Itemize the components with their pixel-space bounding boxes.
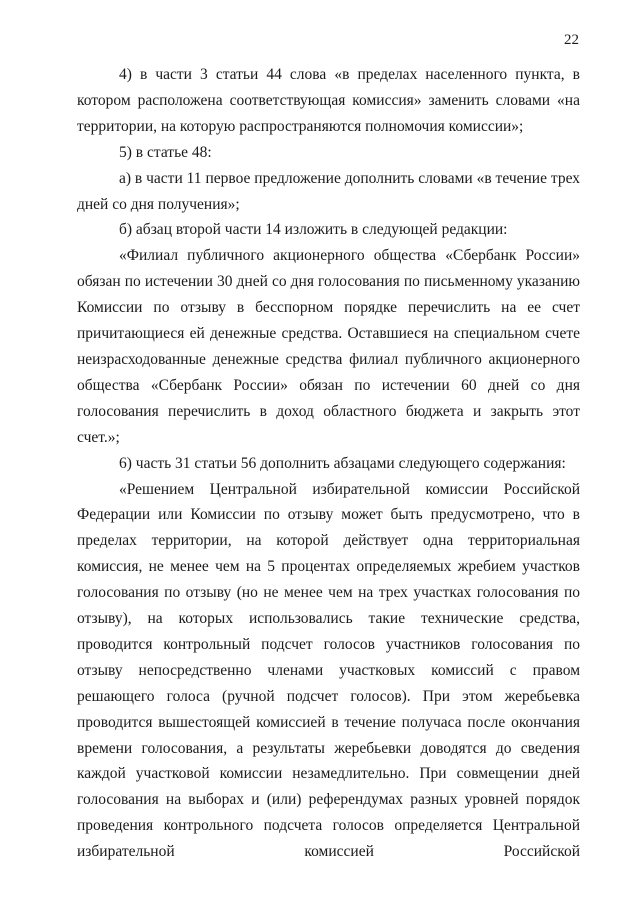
paragraph-item-4: 4) в части 3 статьи 44 слова «в пределах населенного пункта, в котором расположена соответствующая комиссия» заменить словами «на территории, на которую распространяются полномочия комиссии»;	[77, 66, 580, 135]
page-number: 22	[564, 32, 579, 48]
paragraph-item-5: 5) в статье 48:	[119, 143, 212, 161]
paragraph-quote-sberbank: «Филиал публичного акционерного общества «Сбербанк России» обязан по истечении 30 дней со дня голосования по письменному указанию Комиссии по отзыву в бесспорном порядке перечислить на ее счет причитающиеся ей денежные средства. Оставшиеся на специальном счете неизрасходованные денежные средства филиал публичного акционерного общества «Сбербанк России» обязан по истечении 60 дней со дня голосования перечислить в доход областного бюджета и закрыть этот счет.»;	[77, 247, 580, 446]
paragraph-subitem-b: б) абзац второй части 14 изложить в следующей редакции:	[119, 221, 508, 239]
paragraph-subitem-a: а) в части 11 первое предложение дополнить словами «в течение трех дней со дня получения»;	[77, 169, 580, 213]
document-body	[77, 62, 580, 865]
paragraph-item-6: 6) часть 31 статьи 56 дополнить абзацами следующего содержания:	[119, 454, 566, 472]
paragraph-quote-commission: «Решением Центральной избирательной комиссии Российской Федерации или Комиссии по отзыву может быть предусмотрено, что в пределах территории, на которой действует одна территориальная комиссия, не менее чем на 5 процентах определяемых жребием участков голосования по отзыву (но не менее чем на трех участках голосования по отзыву), на которых использовались такие технические средства, проводится контрольный подсчет голосов участников голосования по отзыву непосредственно членами участковых комиссий с правом решающего голоса (ручной подсчет голосов). При этом жеребьевка проводится вышестоящей комиссией в течение получаса после окончания времени голосования, а результаты жеребьевки доводятся до сведения каждой участковой комиссии незамедлительно. При совмещении дней голосования на выборах и (или) референдумах разных уровней порядок проведения контрольного подсчета голосов определяется Центральной избирательной комиссией Российской	[77, 480, 580, 861]
